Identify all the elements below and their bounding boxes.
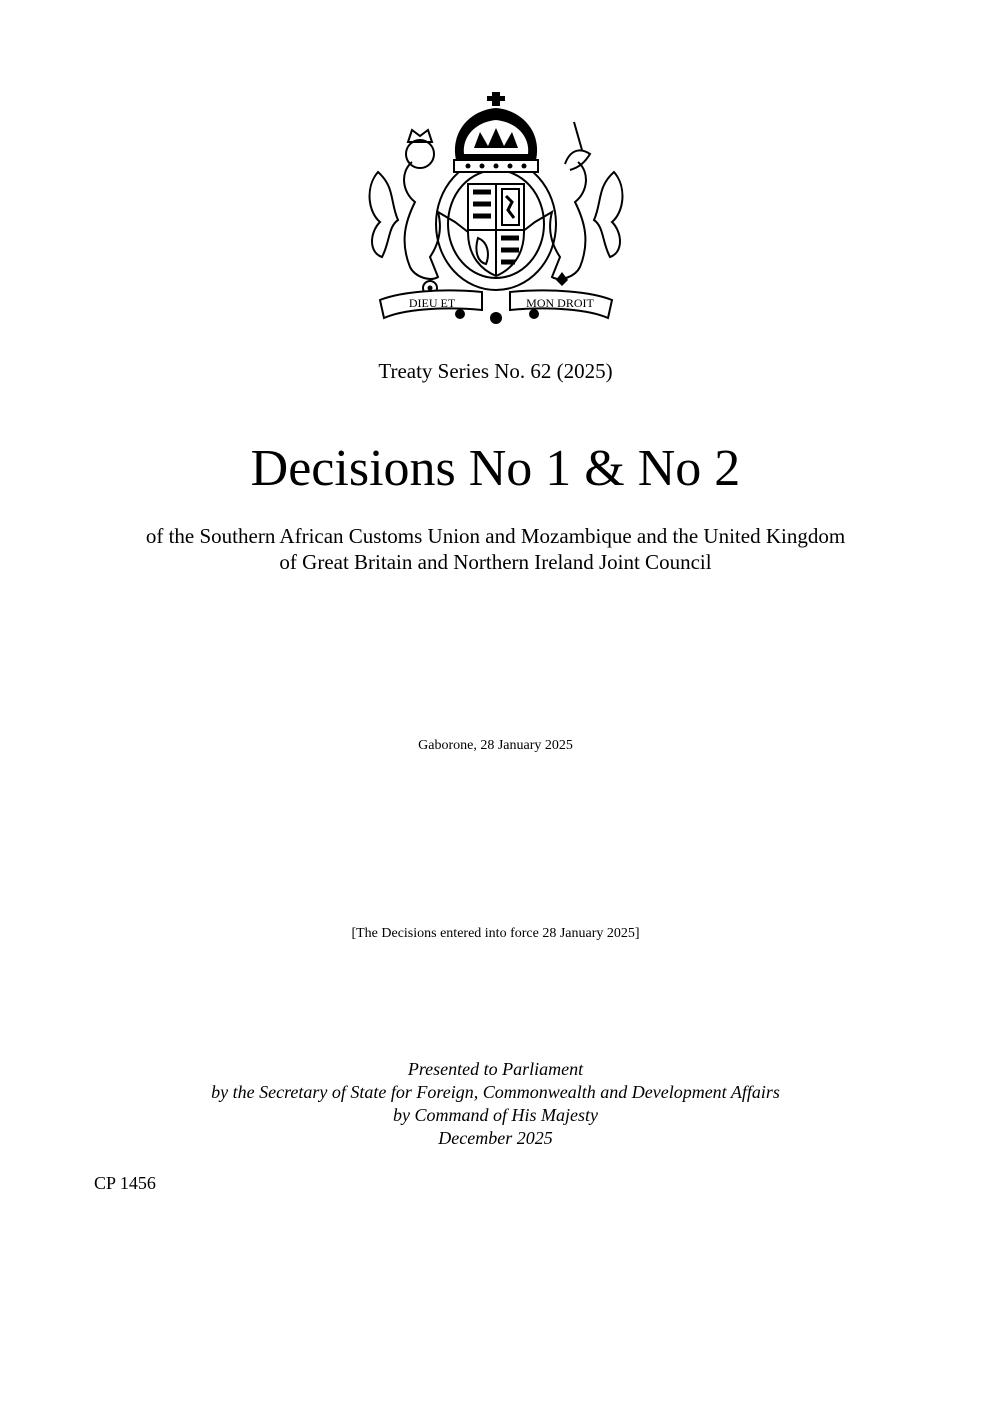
subtitle-line-2: of Great Britain and Northern Ireland Joint Council — [279, 550, 712, 574]
document-title: Decisions No 1 & No 2 — [250, 440, 741, 497]
svg-text:DIEU ET: DIEU ET — [408, 296, 456, 310]
presented-line-2: by the Secretary of State for Foreign, Commonwealth and Development Affairs — [211, 1082, 780, 1102]
subtitle-line-1: of the Southern African Customs Union and Mozambique and the United Kingdom — [145, 524, 846, 548]
presentation-statement — [0, 1058, 991, 1150]
presented-line-1: Presented to Parliament — [407, 1059, 584, 1079]
royal-coat-of-arms-icon — [360, 92, 632, 324]
place-and-date: Gaborone, 28 January 2025 — [418, 738, 573, 753]
command-paper-number: CP 1456 — [94, 1173, 156, 1193]
entry-into-force-note: [The Decisions entered into force 28 January 2025] — [351, 926, 640, 941]
presented-line-4: December 2025 — [438, 1128, 553, 1148]
svg-text:MON DROIT: MON DROIT — [526, 296, 594, 310]
treaty-series-number: Treaty Series No. 62 (2025) — [378, 359, 613, 383]
document-subtitle — [0, 523, 991, 575]
presented-line-3: by Command of His Majesty — [393, 1105, 598, 1125]
